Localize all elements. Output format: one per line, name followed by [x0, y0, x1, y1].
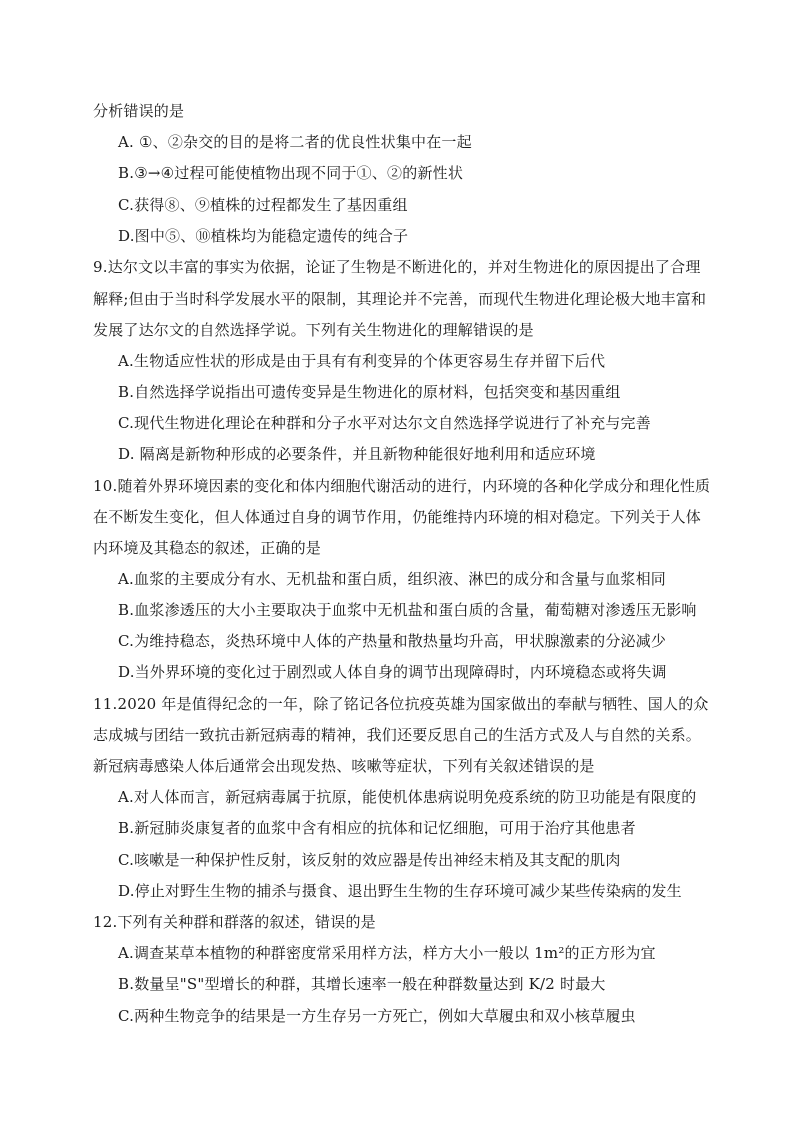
q9-option-a: A.生物适应性状的形成是由于具有有利变异的个体更容易生存并留下后代: [118, 352, 606, 370]
q8-option-c: C.获得⑧、⑨植株的过程都发生了基因重组: [118, 196, 408, 214]
q10-stem-line-2: 在不断发生变化，但人体通过自身的调节作用，仍能维持内环境的相对稳定。下列关于人体: [93, 508, 702, 526]
q8-option-a: A. ①、②杂交的目的是将二者的优良性状集中在一起: [118, 133, 472, 151]
q10-option-d: D.当外界环境的变化过于剧烈或人体自身的调节出现障碍时，内环境稳态或将失调: [118, 663, 667, 681]
q12-option-b: B.数量呈"S"型增长的种群，其增长速率一般在种群数量达到 K/2 时最大: [118, 975, 606, 993]
q12-option-c: C.两种生物竞争的结果是一方生存另一方死亡，例如大草履虫和双小核草履虫: [118, 1007, 636, 1025]
q10-option-b: B.血浆渗透压的大小主要取决于血浆中无机盐和蛋白质的含量，葡萄糖对渗透压无影响: [118, 601, 697, 619]
q9-option-c: C.现代生物进化理论在种群和分子水平对达尔文自然选择学说进行了补充与完善: [118, 414, 651, 432]
q11-option-d: D.停止对野生生物的捕杀与摄食、退出野生生物的生存环境可减少某些传染病的发生: [118, 882, 682, 900]
q9-stem-line-3: 发展了达尔文的自然选择学说。下列有关生物进化的理解错误的是: [93, 321, 534, 339]
q9-option-d: D. 隔离是新物种形成的必要条件，并且新物种能很好地利用和适应环境: [118, 445, 596, 463]
q11-option-a: A.对人体而言，新冠病毒属于抗原，能使机体患病说明免疫系统的防卫功能是有限度的: [118, 788, 697, 806]
q11-stem-line-3: 新冠病毒感染人体后通常会出现发热、咳嗽等症状，下列有关叙述错误的是: [93, 757, 595, 775]
q10-stem-line-1: 10.随着外界环境因素的变化和体内细胞代谢活动的进行，内环境的各种化学成分和理化性质: [93, 477, 711, 495]
q11-stem-line-2: 志成城与团结一致抗击新冠病毒的精神，我们还要反思自己的生活方式及人与自然的关系。: [93, 726, 702, 744]
q8-stem-tail: 分析错误的是: [93, 102, 185, 120]
q8-option-b: B.③→④过程可能使植物出现不同于①、②的新性状: [118, 164, 464, 182]
q9-option-b: B.自然选择学说指出可遗传变异是生物进化的原材料，包括突变和基因重组: [118, 383, 621, 401]
q11-option-b: B.新冠肺炎康复者的血浆中含有相应的抗体和记忆细胞，可用于治疗其他患者: [118, 819, 636, 837]
q10-stem-line-3: 内环境及其稳态的叙述，正确的是: [93, 539, 322, 557]
q9-stem-line-1: 9.达尔文以丰富的事实为依据，论证了生物是不断进化的，并对生物进化的原因提出了合理: [93, 258, 701, 276]
q12-stem: 12.下列有关种群和群落的叙述，错误的是: [93, 913, 376, 931]
q11-stem-line-1: 11.2020 年是值得纪念的一年，除了铭记各位抗疫英雄为国家做出的奉献与牺牲、国人的众: [93, 695, 709, 713]
q11-option-c: C.咳嗽是一种保护性反射，该反射的效应器是传出神经末梢及其支配的肌肉: [118, 851, 621, 869]
q12-option-a: A.调查某草本植物的种群密度常采用样方法，样方大小一般以 1m²的正方形为宜: [118, 944, 656, 962]
q8-option-d: D.图中⑤、⑩植株均为能稳定遗传的纯合子: [118, 227, 409, 245]
q10-option-a: A.血浆的主要成分有水、无机盐和蛋白质，组织液、淋巴的成分和含量与血浆相同: [118, 570, 667, 588]
q10-option-c: C.为维持稳态，炎热环境中人体的产热量和散热量均升高，甲状腺激素的分泌减少: [118, 632, 667, 650]
q9-stem-line-2: 解释;但由于当时科学发展水平的限制，其理论并不完善，而现代生物进化理论极大地丰富和: [93, 290, 707, 308]
